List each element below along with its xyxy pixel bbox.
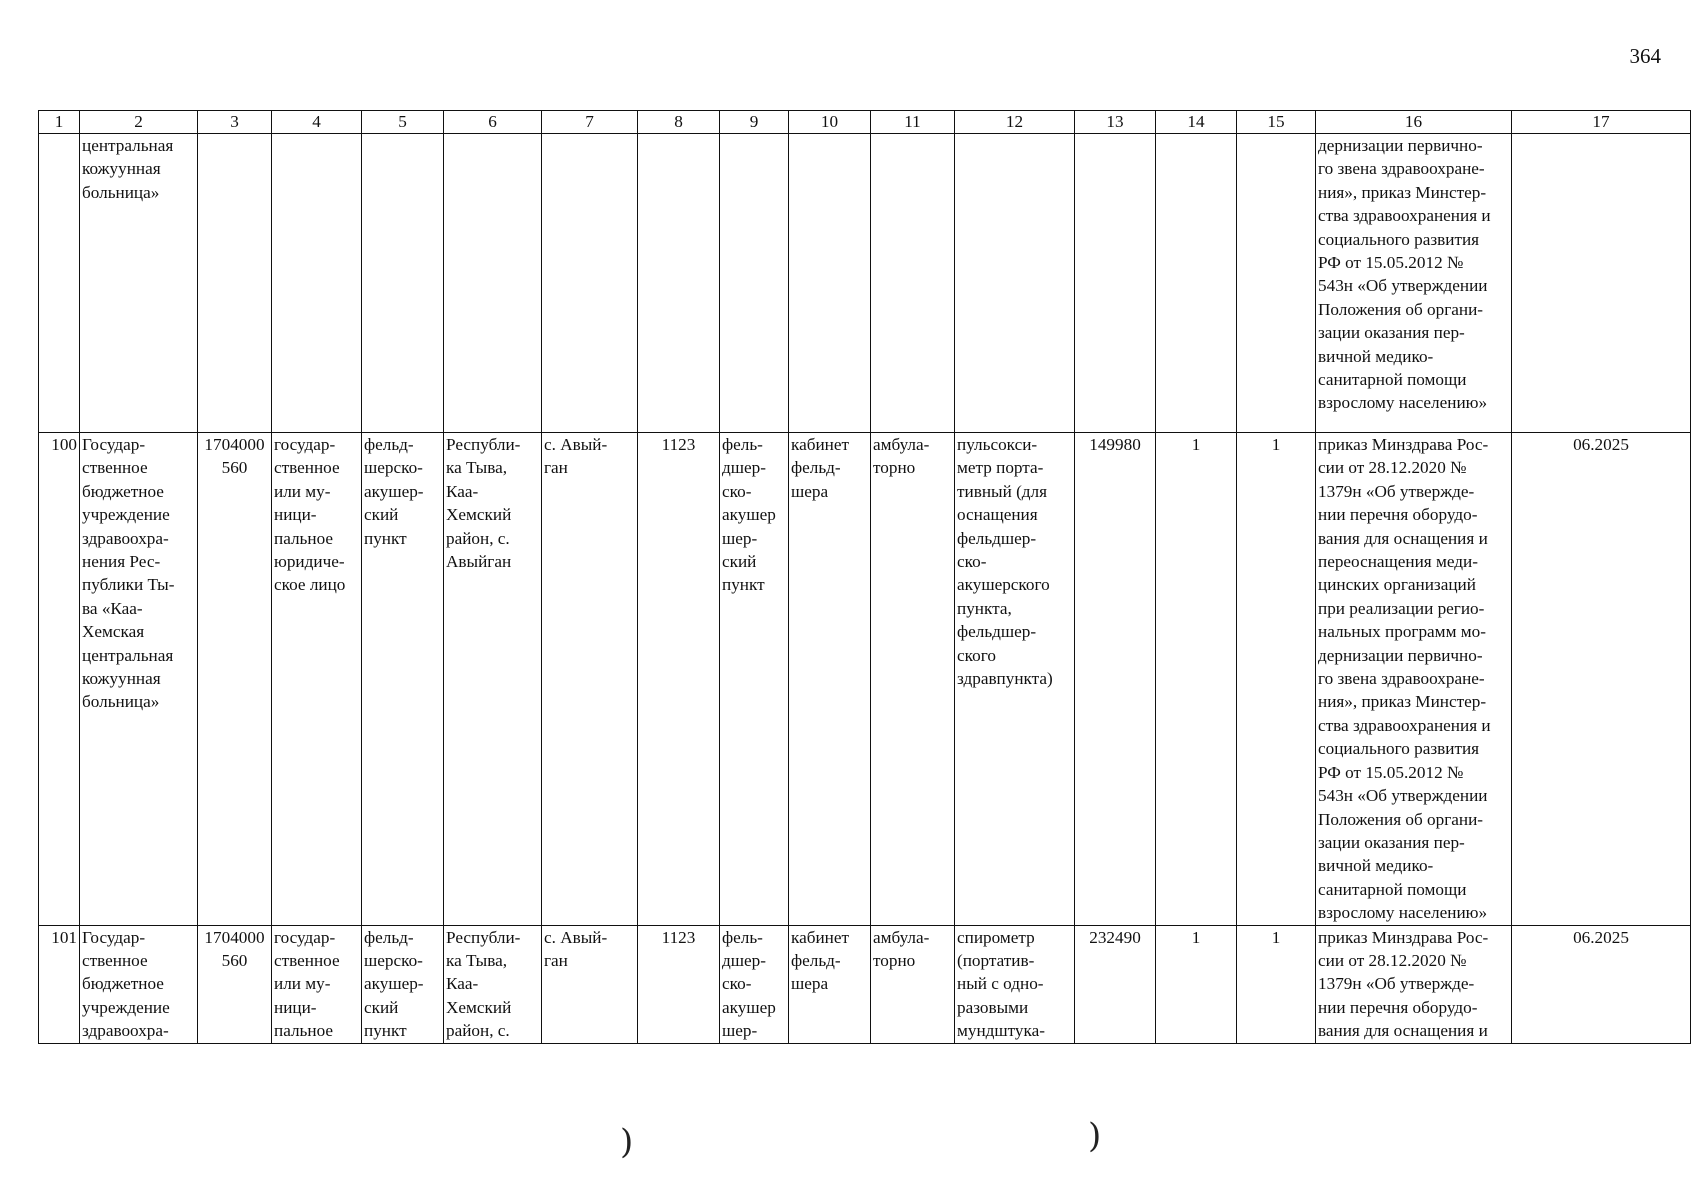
cell-date: 06.2025	[1512, 433, 1691, 926]
table-row	[39, 134, 1691, 433]
cell-address: Республи- ка Тыва, Каа- Хемский район, с. Авыйган	[444, 433, 542, 926]
cell-legal-basis: дернизации первично- го звена здравоохране- ния», приказ Минстер- ства здравоохранения и социального развития РФ от 15.05.2012 № 543н «Об утверждении Положения об органи- зации оказания пер- вичной медико- санитарной помощи взрослому населению»	[1316, 134, 1512, 433]
table-row	[39, 433, 1691, 926]
cell-quantity	[1156, 134, 1237, 433]
column-header: 7	[542, 111, 638, 134]
cell-organization: Государ- ственное бюджетное учреждение здравоохра- нения Рес- публики Ты- ва «Каа- Хемская центральная кожуунная больница»	[80, 433, 198, 926]
cell-population	[638, 134, 720, 433]
cell-quantity: 1	[1156, 433, 1237, 926]
cell-legal-basis: приказ Минздрава Рос- сии от 28.12.2020 № 1379н «Об утвержде- нии перечня оборудо- вания для оснащения и переоснащения меди- цинских организаций при реализации регио- нальных программ мо- дернизации первично- го звена здравоохране- ния», приказ Минстер- ства здравоохранения и социального развития РФ от 15.05.2012 № 543н «Об утверждении Положения об органи- зации оказания пер- вичной медико- санитарной помощи взрослому населению»	[1316, 433, 1512, 926]
cell-care-conditions	[871, 134, 955, 433]
column-header: 9	[720, 111, 789, 134]
cell-code: 1704000 560	[198, 433, 272, 926]
table-row	[39, 925, 1691, 1043]
page-number: 364	[1629, 44, 1661, 68]
cell-room: кабинет фельд- шера	[789, 433, 871, 926]
cell-quantity-total: 1	[1237, 925, 1316, 1043]
cell-code	[198, 134, 272, 433]
cell-legal-form: государ- ственное или му- ници- пальное юридиче- ское лицо	[272, 433, 362, 926]
column-header: 17	[1512, 111, 1691, 134]
cell-equipment: спирометр (портатив- ный с одно- разовыми мундштука-	[955, 925, 1075, 1043]
cell-department	[720, 134, 789, 433]
cell-legal-form	[272, 134, 362, 433]
equipment-table	[38, 110, 1691, 1044]
column-header: 11	[871, 111, 955, 134]
cell-equipment: пульсокси- метр порта- тивный (для оснащения фельдшер- ско- акушерского пункта, фельдшер- ского здравпункта)	[955, 433, 1075, 926]
cell-row-number: 100	[39, 433, 80, 926]
column-header: 1	[39, 111, 80, 134]
cell-quantity: 1	[1156, 925, 1237, 1043]
cell-unit-type: фельд- шерско- акушер- ский пункт	[362, 925, 444, 1043]
cell-settlement	[542, 134, 638, 433]
column-header: 16	[1316, 111, 1512, 134]
cell-quantity-total	[1237, 134, 1316, 433]
cell-equipment	[955, 134, 1075, 433]
cell-care-conditions: амбула- торно	[871, 433, 955, 926]
cell-date: 06.2025	[1512, 925, 1691, 1043]
cell-code: 1704000 560	[198, 925, 272, 1043]
cell-legal-form: государ- ственное или му- ници- пальное	[272, 925, 362, 1043]
cell-settlement: с. Авый- ган	[542, 433, 638, 926]
cell-organization: центральная кожуунная больница»	[80, 134, 198, 433]
cell-room	[789, 134, 871, 433]
cell-organization: Государ- ственное бюджетное учреждение здравоохра-	[80, 925, 198, 1043]
column-header: 5	[362, 111, 444, 134]
margin-mark: )	[1088, 1116, 1102, 1156]
cell-address	[444, 134, 542, 433]
column-header: 15	[1237, 111, 1316, 134]
column-header: 14	[1156, 111, 1237, 134]
cell-price	[1075, 134, 1156, 433]
cell-legal-basis: приказ Минздрава Рос- сии от 28.12.2020 № 1379н «Об утвержде- нии перечня оборудо- вания для оснащения и	[1316, 925, 1512, 1043]
cell-department: фель- дшер- ско- акушер шер-	[720, 925, 789, 1043]
cell-population: 1123	[638, 433, 720, 926]
cell-row-number: 101	[39, 925, 80, 1043]
column-header: 2	[80, 111, 198, 134]
column-header: 3	[198, 111, 272, 134]
cell-address: Республи- ка Тыва, Каа- Хемский район, с.	[444, 925, 542, 1043]
cell-population: 1123	[638, 925, 720, 1043]
cell-price: 232490	[1075, 925, 1156, 1043]
column-header: 8	[638, 111, 720, 134]
cell-settlement: с. Авый- ган	[542, 925, 638, 1043]
column-number-row	[39, 111, 1691, 134]
cell-room: кабинет фельд- шера	[789, 925, 871, 1043]
cell-care-conditions: амбула- торно	[871, 925, 955, 1043]
column-header: 13	[1075, 111, 1156, 134]
cell-department: фель- дшер- ско- акушер шер- ский пункт	[720, 433, 789, 926]
cell-quantity-total: 1	[1237, 433, 1316, 926]
cell-date	[1512, 134, 1691, 433]
margin-mark: )	[620, 1122, 634, 1162]
cell-unit-type	[362, 134, 444, 433]
column-header: 12	[955, 111, 1075, 134]
column-header: 4	[272, 111, 362, 134]
column-header: 6	[444, 111, 542, 134]
cell-row-number	[39, 134, 80, 433]
cell-unit-type: фельд- шерско- акушер- ский пункт	[362, 433, 444, 926]
column-header: 10	[789, 111, 871, 134]
cell-price: 149980	[1075, 433, 1156, 926]
